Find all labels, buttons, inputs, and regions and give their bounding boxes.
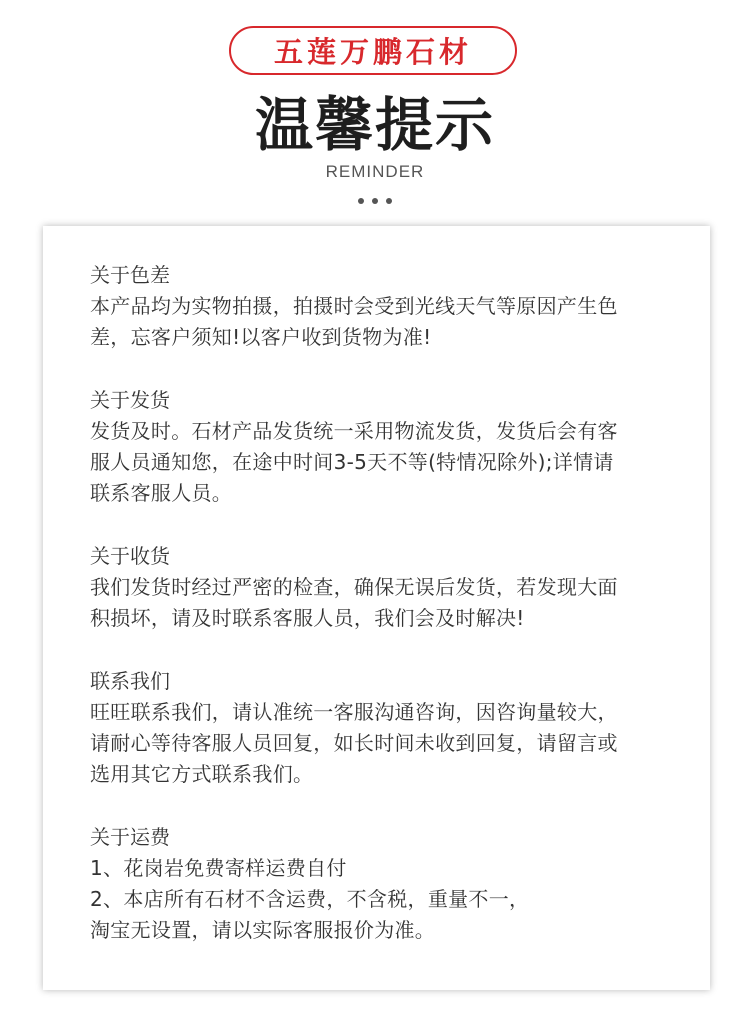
dot-icon [386, 198, 392, 204]
section-line: 1、花岗岩免费寄样运费自付 [90, 856, 347, 880]
brand-name: 五莲万鹏石材 [273, 35, 472, 69]
section-line: 积损坏，请及时联系客服人员，我们会及时解决! [90, 606, 525, 630]
section-contact-us [90, 666, 680, 790]
section-receiving [90, 541, 680, 634]
section-line: 请耐心等待客服人员回复，如长时间未收到回复，请留言或 [90, 731, 618, 755]
section-line: 2、本店所有石材不含运费，不含税，重量不一， [90, 887, 530, 911]
section-title: 联系我们 [90, 669, 170, 693]
section-title: 关于发货 [90, 388, 170, 412]
section-line: 选用其它方式联系我们。 [90, 762, 314, 786]
section-line: 差，忘客户须知!以客户收到货物为准! [90, 325, 432, 349]
section-line: 服人员通知您，在途中时间3-5天不等(特情况除外);详情请 [90, 450, 614, 474]
section-title: 关于运费 [90, 825, 170, 849]
notice-card [43, 226, 710, 990]
section-line: 发货及时。石材产品发货统一采用物流发货，发货后会有客 [90, 419, 618, 443]
dot-icon [372, 198, 378, 204]
section-title: 关于收货 [90, 544, 170, 568]
section-line: 联系客服人员。 [90, 481, 233, 505]
page-subtitle: REMINDER [325, 162, 425, 181]
decorative-dots [0, 198, 750, 204]
section-color-difference [90, 260, 680, 353]
section-line: 我们发货时经过严密的检查，确保无误后发货，若发现大面 [90, 575, 618, 599]
brand-badge [229, 26, 517, 75]
section-line: 淘宝无设置，请以实际客服报价为准。 [90, 918, 436, 942]
section-shipping [90, 385, 680, 509]
page-title: 温馨提示 [254, 91, 495, 159]
section-line: 本产品均为实物拍摄，拍摄时会受到光线天气等原因产生色 [90, 294, 618, 318]
dot-icon [358, 198, 364, 204]
section-freight [90, 822, 680, 946]
section-line: 旺旺联系我们，请认准统一客服沟通咨询，因咨询量较大， [90, 700, 618, 724]
section-title: 关于色差 [90, 263, 170, 287]
